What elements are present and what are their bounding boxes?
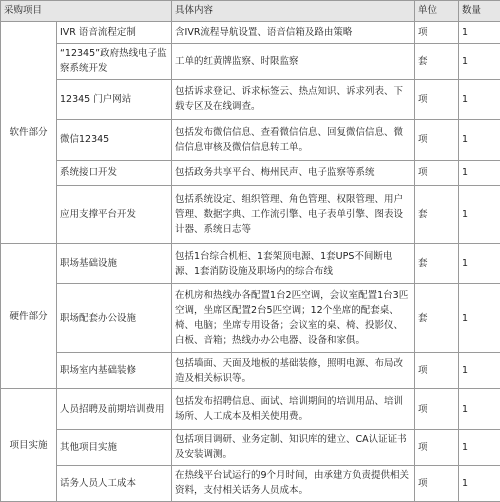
quantity-cell: 1 xyxy=(459,243,500,283)
unit-cell: 项 xyxy=(415,465,459,501)
table-row xyxy=(1,120,500,160)
header-project: 采购项目 xyxy=(1,1,172,22)
item-cell: 人员招聘及前期培训费用 xyxy=(57,389,172,429)
item-cell: 12345 门户网站 xyxy=(57,79,172,119)
content-cell: 包括墙面、天面及地板的基础装修，照明电源、布局改造及相关标识等。 xyxy=(172,353,415,389)
content-cell: 在机房和热线办各配置1台2匹空调，会议室配置1台3匹空调，坐席区配置2台5匹空调；12个坐席的配套桌、椅、电脑；坐席专用设备；会议室的桌、椅、投影仪、白板、音箱；热线办办公电器、设备和家俱。 xyxy=(172,284,415,353)
content-cell: 在热线平台试运行的9个月时间，由承建方负责提供相关资料，支付相关话务人员成本。 xyxy=(172,465,415,501)
table-row xyxy=(1,429,500,465)
unit-cell: 套 xyxy=(415,243,459,283)
quantity-cell: 1 xyxy=(459,120,500,160)
table-header-row xyxy=(1,1,500,22)
content-cell: 包括发布微信信息、查看微信信息、回复微信信息、微信信息审核及微信信息转工单。 xyxy=(172,120,415,160)
content-cell: 包括项目调研、业务定制、知识库的建立、CA认证证书及安装调测。 xyxy=(172,429,415,465)
item-cell: 应用支撑平台开发 xyxy=(57,185,172,243)
table-row xyxy=(1,353,500,389)
quantity-cell: 1 xyxy=(459,79,500,119)
unit-cell: 项 xyxy=(415,79,459,119)
quantity-cell: 1 xyxy=(459,160,500,185)
table-row xyxy=(1,21,500,43)
item-cell: 职场室内基础装修 xyxy=(57,353,172,389)
item-cell: 职场基础设施 xyxy=(57,243,172,283)
unit-cell: 项 xyxy=(415,429,459,465)
quantity-cell: 1 xyxy=(459,284,500,353)
table-row xyxy=(1,79,500,119)
category-cell: 项目实施 xyxy=(1,389,57,502)
content-cell: 包括发布招聘信息、面试、培训期间的培训用品、培训场所、人工成本及相关使用费。 xyxy=(172,389,415,429)
quantity-cell: 1 xyxy=(459,429,500,465)
quantity-cell: 1 xyxy=(459,389,500,429)
unit-cell: 项 xyxy=(415,120,459,160)
table-row xyxy=(1,160,500,185)
quantity-cell: 1 xyxy=(459,465,500,501)
table-row xyxy=(1,185,500,243)
unit-cell: 项 xyxy=(415,389,459,429)
item-cell: 职场配套办公设施 xyxy=(57,284,172,353)
category-cell: 软件部分 xyxy=(1,21,57,243)
quantity-cell: 1 xyxy=(459,21,500,43)
unit-cell: 套 xyxy=(415,284,459,353)
table-row xyxy=(1,284,500,353)
category-cell: 硬件部分 xyxy=(1,243,57,388)
unit-cell: 项 xyxy=(415,21,459,43)
table-row xyxy=(1,389,500,429)
item-cell: IVR 语音流程定制 xyxy=(57,21,172,43)
content-cell: 含IVR流程导航设置、语音信箱及路由策略 xyxy=(172,21,415,43)
item-cell: “12345”政府热线电子监察系统开发 xyxy=(57,43,172,79)
item-cell: 微信12345 xyxy=(57,120,172,160)
content-cell: 包括1台综合机柜、1套架顶电源、1套UPS不间断电源、1套消防设施及职场内的综合布线 xyxy=(172,243,415,283)
unit-cell: 套 xyxy=(415,43,459,79)
quantity-cell: 1 xyxy=(459,353,500,389)
content-cell: 包括诉求登记、诉求标签云、热点知识、诉求列表、下载专区及在线调查。 xyxy=(172,79,415,119)
quantity-cell: 1 xyxy=(459,185,500,243)
table-row xyxy=(1,465,500,501)
header-content: 具体内容 xyxy=(172,1,415,22)
header-quantity: 数量 xyxy=(459,1,500,22)
table-row xyxy=(1,43,500,79)
content-cell: 工单的红黄牌监察、时限监察 xyxy=(172,43,415,79)
content-cell: 包括系统设定、组织管理、角色管理、权限管理、用户管理、数据字典、工作流引擎、电子表单引擎、图表设计器、系统日志等 xyxy=(172,185,415,243)
unit-cell: 项 xyxy=(415,160,459,185)
unit-cell: 套 xyxy=(415,185,459,243)
content-cell: 包括政务共享平台、梅州民声、电子监察等系统 xyxy=(172,160,415,185)
unit-cell: 项 xyxy=(415,353,459,389)
table-row xyxy=(1,243,500,283)
item-cell: 其他项目实施 xyxy=(57,429,172,465)
quantity-cell: 1 xyxy=(459,43,500,79)
header-unit: 单位 xyxy=(415,1,459,22)
item-cell: 话务人员人工成本 xyxy=(57,465,172,501)
item-cell: 系统接口开发 xyxy=(57,160,172,185)
